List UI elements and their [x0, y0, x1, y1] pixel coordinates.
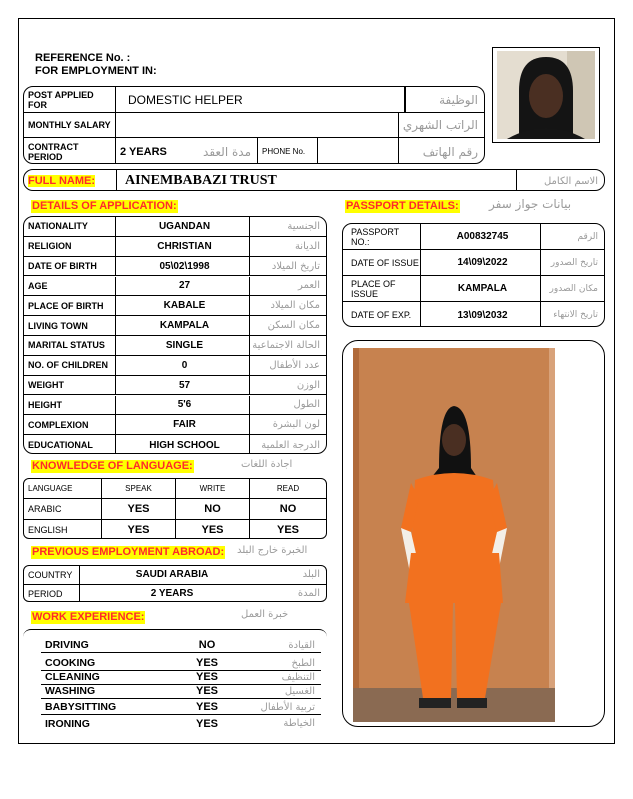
full-name-ar: الاسم الكامل: [516, 170, 604, 191]
language-table: [23, 478, 327, 539]
passport-value: 14\09\2022: [421, 250, 541, 275]
salary-ar: الراتب الشهري: [398, 113, 484, 137]
application-row: [24, 296, 326, 316]
language-cell: ENGLISH: [24, 520, 102, 539]
work-value: YES: [195, 701, 218, 713]
work-value: YES: [195, 685, 218, 697]
work-label: COOKING: [45, 657, 96, 669]
work-label: IRONING: [45, 717, 90, 730]
application-ar: تاريخ الميلاد: [271, 260, 320, 272]
application-value: 27: [116, 277, 250, 296]
application-label: AGE: [24, 277, 116, 296]
application-value: 05\02\1998: [116, 257, 250, 276]
application-value: 5'6: [116, 396, 250, 415]
language-cell: YES: [276, 523, 299, 536]
passport-row: [343, 276, 604, 302]
language-header: SPEAK: [102, 479, 176, 498]
language-row: [24, 520, 326, 539]
language-header: LANGUAGE: [24, 479, 102, 498]
contract-label: CONTRACT PERIOD: [24, 138, 116, 164]
language-cell: YES: [176, 520, 250, 539]
application-ar: مكان السكن: [267, 320, 320, 332]
passport-value: 13\09\2032: [421, 302, 541, 327]
salary-value: [116, 113, 398, 137]
application-label: WEIGHT: [24, 376, 116, 395]
application-value: KABALE: [116, 296, 250, 315]
work-label: DRIVING: [45, 639, 89, 651]
application-ar: الطول: [293, 399, 320, 411]
language-row: [24, 479, 326, 499]
application-value: SINGLE: [116, 336, 250, 355]
application-row: [24, 396, 326, 416]
full-photo: [353, 348, 555, 722]
language-cell: YES: [102, 520, 176, 539]
application-ar: مكان الميلاد: [270, 300, 320, 312]
application-value: FAIR: [116, 415, 250, 434]
work-row: [41, 716, 321, 731]
previous-table: [23, 565, 327, 602]
work-row: [41, 700, 321, 715]
previous-row: [24, 566, 326, 585]
passport-title-ar: بيانات جواز سفر: [489, 197, 572, 211]
previous-title: PREVIOUS EMPLOYMENT ABROAD:: [32, 546, 225, 558]
work-label: WASHING: [45, 685, 96, 697]
phone-ar: رقم الهاتف: [398, 138, 484, 164]
salary-row: [24, 113, 484, 138]
application-label: NATIONALITY: [24, 217, 116, 236]
work-ar: الغسيل: [284, 685, 315, 697]
application-row: [24, 336, 326, 356]
work-row: [41, 638, 321, 653]
passport-table: [342, 223, 605, 327]
work-ar: الخياطة: [283, 718, 315, 729]
application-value: HIGH SCHOOL: [116, 435, 250, 454]
full-name-value: AINEMBABAZI TRUST: [116, 170, 516, 191]
work-row: [41, 684, 321, 699]
previous-label: PERIOD: [24, 585, 80, 603]
application-ar: لون البشرة: [272, 419, 320, 431]
previous-row: [24, 585, 326, 603]
application-row: [24, 277, 326, 297]
reference-label: REFERENCE No. :: [35, 52, 131, 64]
application-label: COMPLEXION: [24, 415, 116, 434]
post-details-box: [23, 86, 485, 164]
work-value: NO: [198, 639, 216, 651]
language-header: READ: [276, 484, 300, 494]
passport-row: [343, 302, 604, 327]
full-name-box: [23, 169, 605, 191]
post-ar: الوظيفة: [405, 87, 484, 112]
application-label: EDUCATIONAL: [24, 435, 116, 454]
application-form: [18, 18, 615, 744]
passport-ar: مكان الصدور: [549, 283, 598, 294]
passport-ar: تاريخ الانتهاء: [553, 310, 598, 320]
application-row: [24, 316, 326, 336]
work-ar: تربية الأطفال: [260, 701, 315, 713]
passport-label: PASSPORT NO.:: [343, 224, 421, 249]
application-label: NO. OF CHILDREN: [24, 356, 116, 375]
passport-row: [343, 224, 604, 250]
application-value: 0: [116, 356, 250, 375]
passport-value: KAMPALA: [421, 276, 541, 301]
work-value: YES: [195, 671, 218, 683]
application-label: HEIGHT: [24, 396, 116, 415]
post-label: POST APPLIED FOR: [24, 87, 116, 112]
work-label: BABYSITTING: [45, 701, 117, 713]
work-label: CLEANING: [45, 671, 100, 683]
application-row: [24, 237, 326, 257]
work-ar: القيادة: [288, 639, 315, 651]
work-title-ar: خبرة العمل: [241, 609, 289, 620]
previous-value: SAUDI ARABIA: [135, 569, 209, 581]
language-cell: ARABIC: [24, 499, 102, 518]
language-title-ar: اجادة اللغات: [241, 459, 293, 470]
work-table: [23, 629, 327, 737]
application-table: [23, 216, 327, 454]
work-title: WORK EXPERIENCE:: [32, 611, 145, 623]
employment-label: FOR EMPLOYMENT IN:: [35, 65, 157, 77]
work-ar: التنظيف: [281, 671, 315, 683]
language-cell: NO: [279, 502, 297, 515]
passport-ar: الرقم: [577, 231, 598, 242]
passport-label: DATE OF ISSUE: [343, 250, 421, 275]
passport-ar: تاريخ الصدور: [550, 257, 598, 268]
application-label: LIVING TOWN: [24, 316, 116, 335]
language-row: [24, 499, 326, 519]
previous-ar: البلد: [302, 569, 320, 581]
language-title: KNOWLEDGE OF LANGUAGE:: [32, 460, 193, 472]
work-ar: الطبخ: [291, 657, 315, 669]
passport-label: PLACE OF ISSUE: [343, 276, 421, 301]
passport-value: A00832745: [421, 224, 541, 249]
full-name-label: FULL NAME:: [28, 175, 96, 187]
application-label: RELIGION: [24, 237, 116, 256]
previous-ar: المدة: [297, 588, 320, 600]
work-value: YES: [195, 657, 218, 669]
passport-row: [343, 250, 604, 276]
application-row: [24, 356, 326, 376]
application-row: [24, 415, 326, 435]
application-ar: الجنسية: [287, 220, 320, 232]
language-header: WRITE: [176, 479, 250, 498]
post-value: DOMESTIC HELPER: [128, 92, 243, 107]
language-cell: NO: [176, 499, 250, 518]
application-ar: الدرجة العلمية: [261, 439, 320, 451]
passport-label: DATE OF EXP.: [343, 302, 421, 327]
contract-value: 2 YEARS: [120, 145, 167, 158]
post-row: [24, 87, 484, 113]
application-ar: الوزن: [296, 379, 320, 391]
application-ar: العمر: [298, 280, 320, 292]
application-row: [24, 217, 326, 237]
contract-row: [24, 138, 484, 164]
previous-title-ar: الخبرة خارج البلد: [237, 545, 308, 556]
salary-label: MONTHLY SALARY: [24, 113, 116, 137]
application-row: [24, 435, 326, 454]
application-label: PLACE OF BIRTH: [24, 296, 116, 315]
phone-value: [318, 138, 398, 164]
application-value: 57: [116, 376, 250, 395]
application-value: KAMPALA: [116, 316, 250, 335]
application-row: [24, 376, 326, 396]
passport-title: PASSPORT DETAILS:: [346, 200, 459, 212]
application-ar: الحالة الاجتماعية: [252, 339, 320, 351]
application-title: DETAILS OF APPLICATION:: [32, 200, 177, 212]
work-value: YES: [195, 717, 218, 730]
previous-value: 2 YEARS: [150, 588, 194, 600]
application-label: DATE OF BIRTH: [24, 257, 116, 276]
work-row: [41, 670, 321, 685]
portrait-photo: [497, 51, 595, 139]
contract-ar: مدة العقد: [178, 138, 258, 164]
phone-label: PHONE No.: [258, 138, 318, 164]
work-row: [41, 656, 321, 671]
application-row: [24, 257, 326, 277]
portrait-frame: [492, 47, 600, 143]
previous-label: COUNTRY: [24, 566, 80, 584]
application-ar: عدد الأطفال: [269, 359, 320, 371]
application-label: MARITAL STATUS: [24, 336, 116, 355]
application-value: UGANDAN: [116, 217, 250, 236]
application-value: CHRISTIAN: [116, 237, 250, 256]
application-ar: الديانة: [294, 240, 320, 252]
language-cell: YES: [102, 499, 176, 518]
